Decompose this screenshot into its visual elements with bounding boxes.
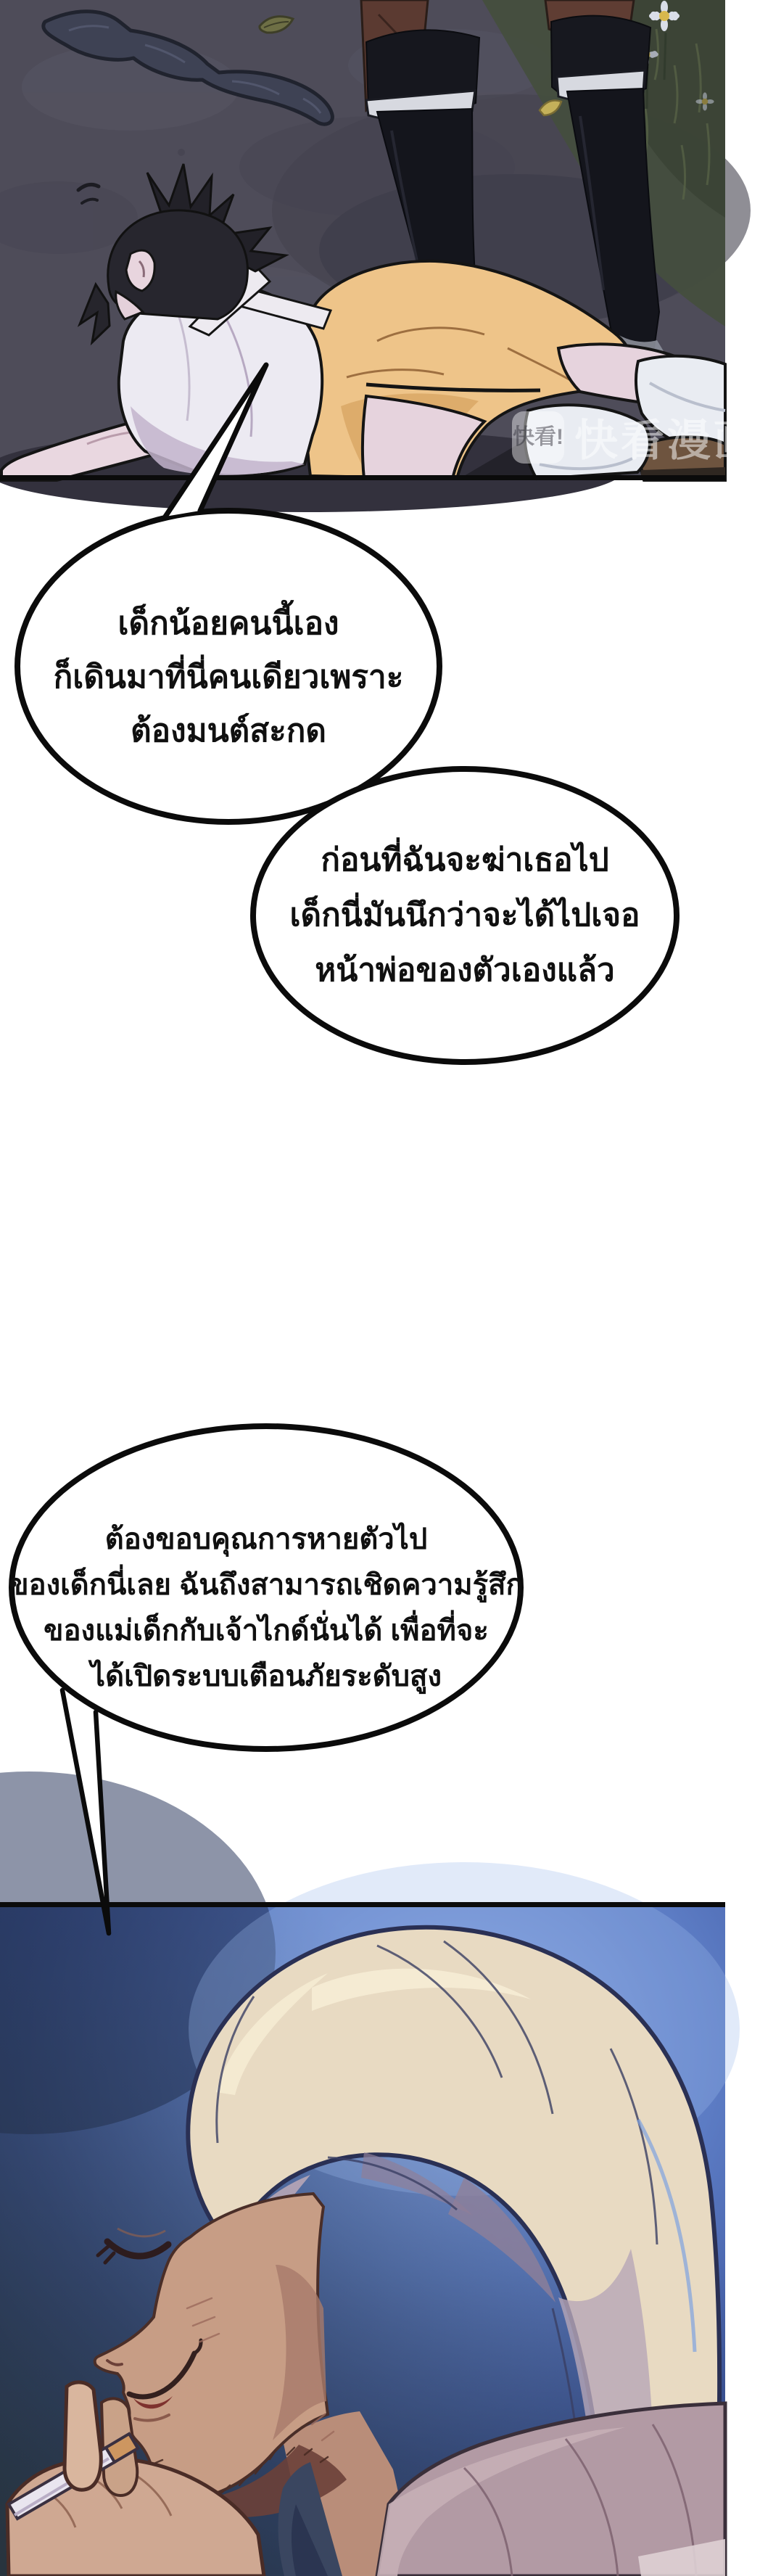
watermark-text: 快看漫画 — [574, 416, 760, 465]
bubble-1-line-3: ต้องมนต์สะกด — [131, 712, 326, 749]
watermark-icon: 快看! — [512, 411, 564, 464]
bubble-3-line-2: ของเด็กนี่เลย ฉันถึงสามารถเชิดความรู้สึก — [9, 1568, 524, 1601]
bubble-1-line-2: ก็เดินมาที่นี่คนเดียวเพราะ — [53, 659, 404, 695]
panel-scene-forest — [0, 0, 760, 480]
bubble-3-line-4: ได้เปิดระบบเตือนภัยระดับสูง — [91, 1660, 442, 1692]
man-scene-art — [0, 1902, 725, 2576]
bubble-1-line-1: เด็กน้อยคนนี้เอง — [117, 605, 339, 641]
forest-scene-art — [0, 0, 725, 480]
speech-bubble-2 — [250, 766, 680, 1065]
speech-bubble-1 — [15, 508, 442, 825]
bubble-2-line-2: เด็กนี่มันนึกว่าจะได้ไปเจอ — [289, 897, 640, 933]
index-finger — [65, 2382, 101, 2490]
bubble-3-line-1: ต้องขอบคุณการหายตัวไป — [104, 1523, 428, 1555]
bubble-2-line-1: ก่อนที่ฉันจะฆ่าเธอไป — [321, 842, 609, 878]
panel-scene-man — [0, 1902, 725, 2576]
bubble-1-tail — [131, 348, 290, 537]
bubble-3-line-3: ของแม่เด็กกับเจ้าไกด์นั่นได้ เพื่อที่จะ — [44, 1614, 489, 1647]
bubble-2-line-3: หน้าพ่อของตัวเองแล้ว — [315, 952, 615, 988]
bubble-3-tail — [36, 1683, 152, 1944]
panel-border — [0, 475, 725, 480]
